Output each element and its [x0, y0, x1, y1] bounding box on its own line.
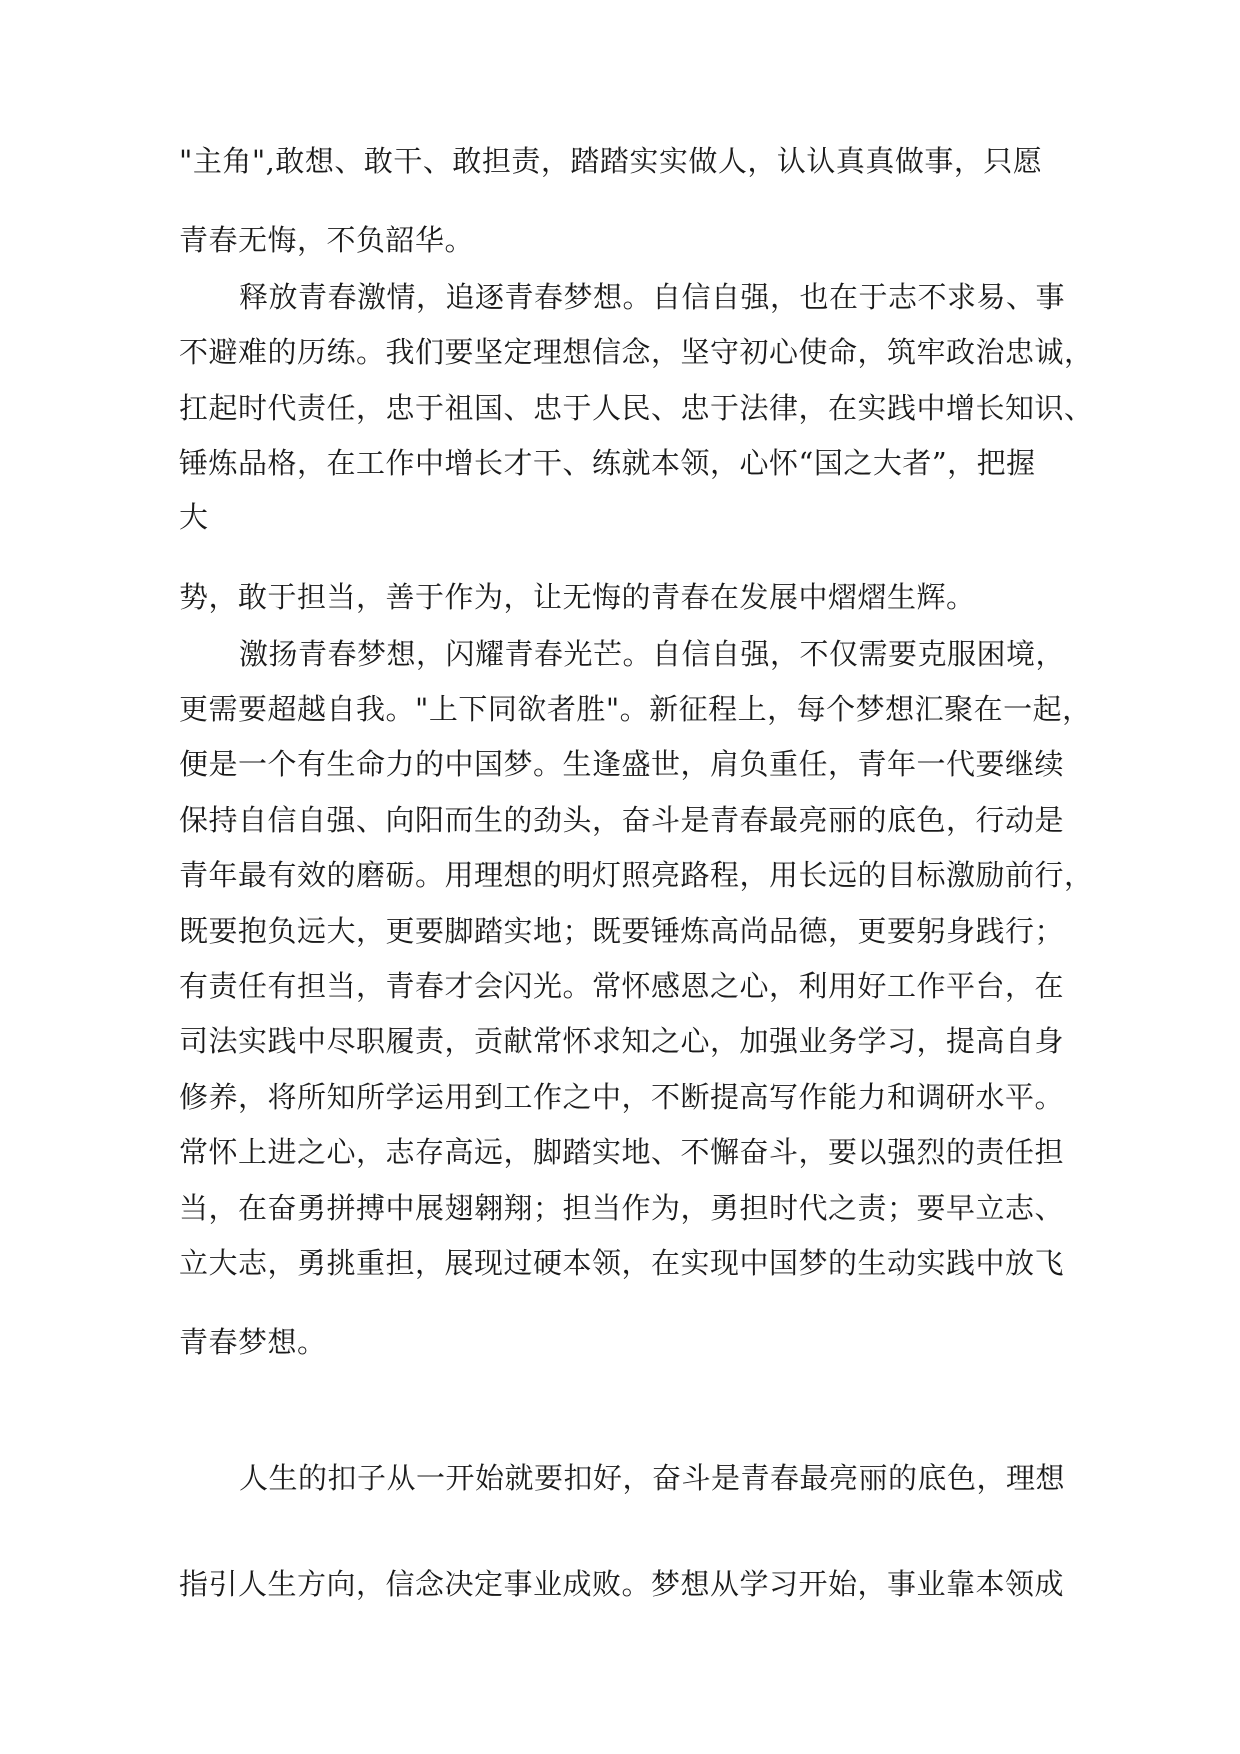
- text-line: 便是一个有生命力的中国梦。生逢盛世，肩负重任，青年一代要继续: [179, 747, 1065, 781]
- text-line: 既要抱负远大，更要脚踏实地；既要锤炼高尚品德，更要躬身践行；: [179, 914, 1065, 948]
- text-line: 青春梦想。: [179, 1325, 327, 1359]
- text-line: 扛起时代责任，忠于祖国、忠于人民、忠于法律，在实践中增长知识、: [179, 391, 1094, 425]
- text-line: 立大志，勇挑重担，展现过硬本领，在实现中国梦的生动实践中放飞: [179, 1246, 1065, 1280]
- text-line: 司法实践中尽职履责，贡献常怀求知之心，加强业务学习，提高自身: [179, 1024, 1065, 1058]
- paragraph-first-line: 激扬青春梦想，闪耀青春光芒。自信自强，不仅需要克服困境，: [239, 637, 1066, 671]
- text-line: 更需要超越自我。"上下同欲者胜"。新征程上，每个梦想汇聚在一起，: [179, 692, 1092, 726]
- text-line: 指引人生方向，信念决定事业成败。梦想从学习开始，事业靠本领成: [179, 1567, 1065, 1601]
- text-line: 大: [179, 500, 209, 534]
- text-line: 当，在奋勇拼搏中展翅翱翔；担当作为，勇担时代之责；要早立志、: [179, 1191, 1065, 1225]
- text-line: 势，敢于担当，善于作为，让无悔的青春在发展中熠熠生辉。: [179, 580, 976, 614]
- text-line: "主角",敢想、敢干、敢担责，踏踏实实做人，认认真真做事，只愿: [179, 144, 1043, 178]
- text-line: 青年最有效的磨砺。用理想的明灯照亮路程，用长远的目标激励前行，: [179, 858, 1094, 892]
- text-line: 锤炼品格，在工作中增长才干、练就本领，心怀“国之大者”，把握: [179, 446, 1036, 480]
- text-line: 有责任有担当，青春才会闪光。常怀感恩之心，利用好工作平台，在: [179, 969, 1065, 1003]
- text-line: 青春无悔，不负韶华。: [179, 223, 475, 257]
- text-line: 不避难的历练。我们要坚定理想信念，坚守初心使命，筑牢政治忠诚，: [179, 335, 1094, 369]
- paragraph-first-line: 人生的扣子从一开始就要扣好，奋斗是青春最亮丽的底色，理想: [239, 1461, 1066, 1495]
- text-line: 保持自信自强、向阳而生的劲头，奋斗是青春最亮丽的底色，行动是: [179, 803, 1065, 837]
- text-line: 修养，将所知所学运用到工作之中，不断提高写作能力和调研水平。: [179, 1080, 1065, 1114]
- paragraph-first-line: 释放青春激情，追逐青春梦想。自信自强，也在于志不求易、事: [239, 280, 1066, 314]
- text-line: 常怀上进之心，志存高远，脚踏实地、不懈奋斗，要以强烈的责任担: [179, 1135, 1065, 1169]
